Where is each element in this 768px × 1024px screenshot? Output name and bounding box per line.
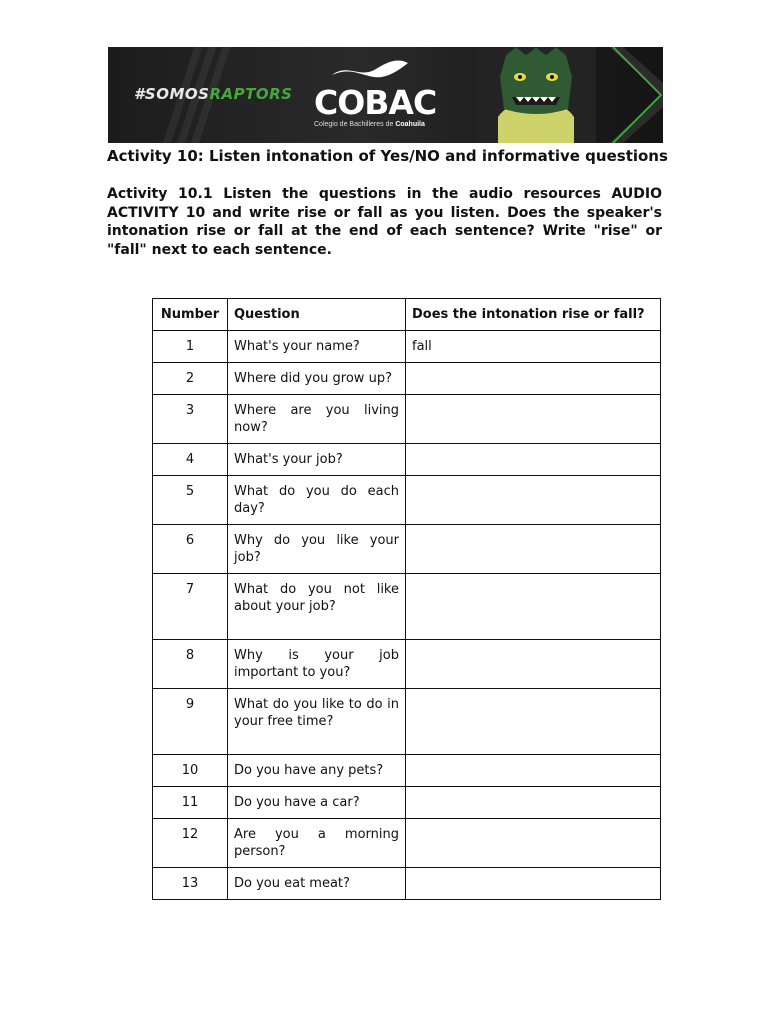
header-banner [108, 47, 663, 143]
hashtag-suffix: RAPTORS [209, 85, 293, 103]
row-number: 13 [153, 868, 228, 900]
activity-instructions: Activity 10.1 Listen the questions in the audio resources AUDIO ACTIVITY 10 and write rise or fall as you listen. Does the speaker's intonation rise or fall at the end of each sentence? Write "rise" or "fall" next to each sentence. [107, 186, 662, 258]
row-answer[interactable] [406, 525, 661, 574]
table-row [153, 476, 661, 525]
row-number: 5 [153, 476, 228, 525]
row-answer[interactable] [406, 640, 661, 689]
table-row [153, 525, 661, 574]
row-number: 4 [153, 444, 228, 476]
row-question: Are you a morning person? [228, 819, 406, 868]
raptor-mascot-icon [476, 47, 596, 143]
row-question: What do you not like about your job? [228, 574, 406, 640]
row-number: 10 [153, 755, 228, 787]
row-number: 7 [153, 574, 228, 640]
table-row [153, 689, 661, 755]
arrow-right-icon [603, 47, 663, 143]
row-question: Do you eat meat? [228, 868, 406, 900]
row-question: Where did you grow up? [228, 363, 406, 395]
row-question: Do you have a car? [228, 787, 406, 819]
row-answer[interactable] [406, 787, 661, 819]
table-row [153, 755, 661, 787]
row-answer[interactable] [406, 755, 661, 787]
table-row [153, 574, 661, 640]
row-answer[interactable] [406, 574, 661, 640]
intonation-table [152, 298, 661, 900]
header-number: Number [153, 299, 228, 331]
header-question: Question [228, 299, 406, 331]
row-question: Do you have any pets? [228, 755, 406, 787]
hashtag-text [134, 85, 292, 103]
logo-subtitle [314, 121, 425, 128]
wave-logo-icon [330, 57, 410, 83]
table-row [153, 331, 661, 363]
table-row [153, 640, 661, 689]
row-question: What's your name? [228, 331, 406, 363]
row-question: What do you like to do in your free time? [228, 689, 406, 755]
row-answer[interactable] [406, 868, 661, 900]
row-number: 12 [153, 819, 228, 868]
logo-subtitle-prefix: Colegio de Bachilleres de [314, 121, 396, 128]
logo-text: COBAC [314, 83, 437, 122]
row-answer[interactable]: fall [406, 331, 661, 363]
row-answer[interactable] [406, 476, 661, 525]
row-answer[interactable] [406, 444, 661, 476]
row-number: 8 [153, 640, 228, 689]
row-number: 3 [153, 395, 228, 444]
row-number: 2 [153, 363, 228, 395]
table-row [153, 395, 661, 444]
row-number: 9 [153, 689, 228, 755]
row-answer[interactable] [406, 819, 661, 868]
table-row [153, 444, 661, 476]
logo-subtitle-bold: Coahuila [395, 121, 425, 128]
header-answer: Does the intonation rise or fall? [406, 299, 661, 331]
table-row [153, 868, 661, 900]
row-answer[interactable] [406, 395, 661, 444]
row-number: 6 [153, 525, 228, 574]
row-question: Why is your job important to you? [228, 640, 406, 689]
table-row [153, 819, 661, 868]
hashtag-prefix: #SOMOS [134, 85, 210, 103]
row-number: 1 [153, 331, 228, 363]
table-row [153, 787, 661, 819]
row-question: Why do you like your job? [228, 525, 406, 574]
table-row [153, 363, 661, 395]
row-question: Where are you living now? [228, 395, 406, 444]
row-question: What do you do each day? [228, 476, 406, 525]
activity-title: Activity 10: Listen intonation of Yes/NO and informative questions [107, 147, 668, 165]
row-number: 11 [153, 787, 228, 819]
table-header-row [153, 299, 661, 331]
row-question: What's your job? [228, 444, 406, 476]
row-answer[interactable] [406, 363, 661, 395]
row-answer[interactable] [406, 689, 661, 755]
